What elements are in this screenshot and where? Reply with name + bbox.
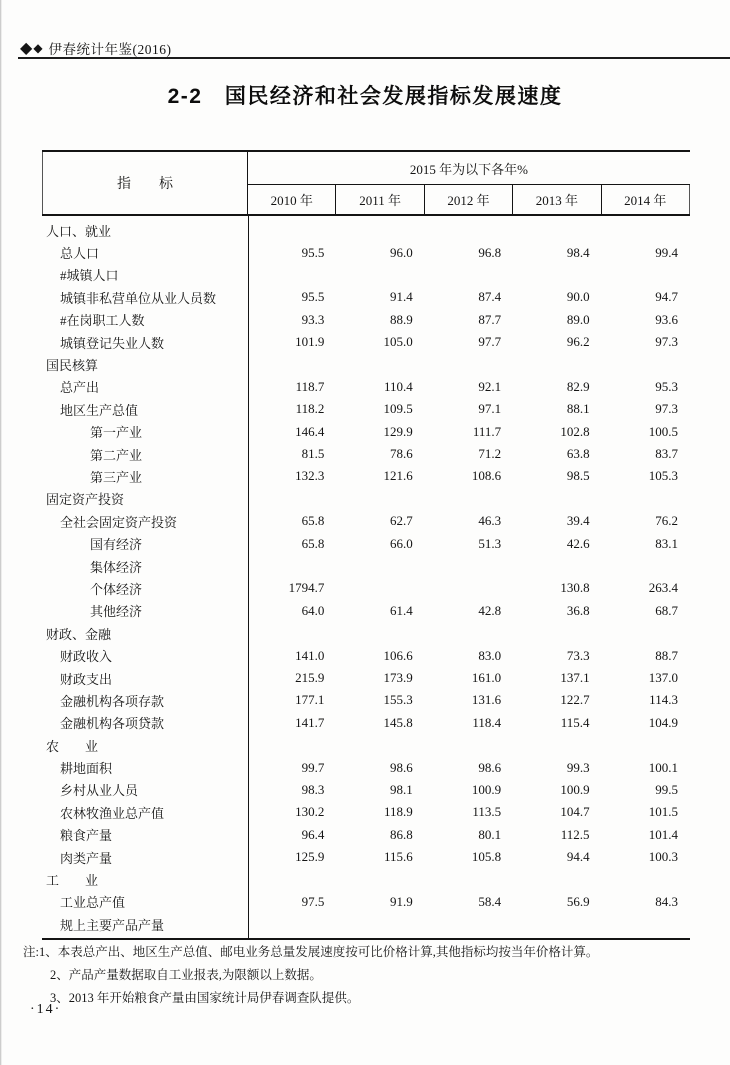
cell-value: 83.7 bbox=[655, 446, 678, 462]
cell-value: 88.1 bbox=[566, 401, 590, 417]
table-row bbox=[42, 488, 690, 510]
cell-value: 76.2 bbox=[655, 513, 678, 529]
scan-edge bbox=[0, 0, 2, 1065]
cell-value: 131.6 bbox=[471, 692, 502, 708]
cell-value: 110.4 bbox=[384, 378, 413, 394]
cell-value: 96.2 bbox=[566, 334, 590, 350]
table-row bbox=[42, 667, 690, 689]
row-label: 第三产业 bbox=[90, 469, 143, 485]
row-label: 集体经济 bbox=[90, 559, 143, 575]
cell-value: 73.3 bbox=[566, 647, 590, 663]
row-label: 工业总产值 bbox=[60, 895, 126, 911]
cell-value: 108.6 bbox=[471, 468, 502, 484]
cell-value: 95.3 bbox=[655, 378, 678, 394]
cell-value: 98.1 bbox=[390, 781, 413, 797]
table-row bbox=[42, 241, 690, 263]
table-row bbox=[42, 286, 690, 308]
table-row bbox=[42, 622, 690, 644]
cell-value: 100.5 bbox=[648, 423, 678, 439]
cell-value: 68.7 bbox=[655, 602, 678, 618]
masthead-rule bbox=[18, 57, 730, 59]
row-label: 总人口 bbox=[60, 246, 100, 262]
table-row bbox=[42, 510, 690, 532]
cell-value: 122.7 bbox=[560, 692, 590, 708]
diamond-icon: ◆ bbox=[20, 38, 33, 57]
table-row bbox=[42, 555, 690, 577]
row-label: 人口、就业 bbox=[46, 223, 112, 239]
cell-value: 130.2 bbox=[295, 804, 325, 820]
cell-value: 113.5 bbox=[472, 804, 502, 820]
cell-value: 36.8 bbox=[566, 602, 590, 618]
row-label: 第一产业 bbox=[90, 425, 143, 441]
table-row bbox=[42, 376, 690, 398]
cell-value: 173.9 bbox=[383, 670, 413, 685]
cell-value: 105.3 bbox=[648, 468, 678, 484]
yearbook-title: 伊春统计年鉴(2016) bbox=[48, 42, 172, 57]
row-label: 其他经济 bbox=[90, 604, 143, 620]
page-title: 2-2 国民经济和社会发展指标发展速度 bbox=[167, 85, 563, 108]
cell-value: 82.9 bbox=[566, 378, 590, 394]
cell-value: 88.7 bbox=[655, 647, 678, 663]
row-label: 个体经济 bbox=[90, 581, 143, 597]
cell-value: 130.8 bbox=[560, 580, 590, 596]
cell-value: 42.6 bbox=[566, 535, 590, 551]
year-column-header: 2011 年 bbox=[336, 185, 424, 214]
cell-value: 81.5 bbox=[301, 446, 325, 462]
table-row bbox=[42, 532, 690, 554]
cell-value: 97.1 bbox=[478, 401, 502, 417]
cell-value: 58.4 bbox=[478, 893, 502, 909]
row-label: 财政支出 bbox=[60, 671, 113, 687]
cell-value: 161.0 bbox=[471, 670, 502, 685]
cell-value: 97.3 bbox=[655, 401, 678, 417]
row-label: 总产出 bbox=[60, 380, 100, 396]
cell-value: 97.5 bbox=[301, 893, 325, 909]
year-column-header: 2012 年 bbox=[425, 185, 513, 214]
page-number: ·14· bbox=[30, 1002, 62, 1017]
cell-value: 105.8 bbox=[471, 849, 502, 865]
cell-value: 87.7 bbox=[478, 311, 502, 327]
cell-value: 109.5 bbox=[383, 401, 413, 417]
row-label: 国民核算 bbox=[46, 358, 99, 374]
cell-value: 98.4 bbox=[566, 244, 590, 260]
note-line: 注:1、本表总产出、地区生产总值、邮电业务总量发展速度按可比价格计算,其他指标均按当年价格计算。 bbox=[23, 945, 599, 959]
cell-value: 177.1 bbox=[295, 692, 325, 708]
cell-value: 88.9 bbox=[390, 311, 413, 327]
row-label: 耕地面积 bbox=[60, 761, 113, 777]
cell-value: 96.4 bbox=[301, 826, 325, 842]
table-row bbox=[42, 644, 690, 666]
cell-value: 91.4 bbox=[390, 289, 413, 305]
cell-value: 146.4 bbox=[295, 423, 325, 439]
cell-value: 94.7 bbox=[655, 289, 678, 305]
table-row bbox=[42, 913, 690, 935]
cell-value: 78.6 bbox=[390, 446, 413, 462]
cell-value: 118.2 bbox=[295, 401, 325, 417]
year-column-header: 2010 年 bbox=[248, 185, 336, 214]
cell-value: 141.7 bbox=[295, 714, 325, 730]
table-row bbox=[42, 398, 690, 420]
table-row bbox=[42, 331, 690, 353]
cell-value: 101.4 bbox=[648, 826, 678, 842]
table-row bbox=[42, 756, 690, 778]
cell-value: 137.1 bbox=[560, 670, 590, 685]
cell-value: 129.9 bbox=[383, 423, 413, 439]
cell-value: 112.5 bbox=[560, 826, 590, 842]
cell-value: 105.0 bbox=[383, 334, 413, 350]
row-label: 农 业 bbox=[46, 738, 99, 754]
cell-value: 56.9 bbox=[566, 893, 590, 909]
cell-value: 118.7 bbox=[295, 378, 325, 394]
indicator-column-header: 指 标 bbox=[42, 152, 248, 214]
cell-value: 99.5 bbox=[655, 781, 678, 797]
cell-value: 100.3 bbox=[648, 849, 678, 865]
cell-value: 106.6 bbox=[383, 647, 413, 663]
cell-value: 63.8 bbox=[566, 446, 590, 462]
cell-value: 100.1 bbox=[648, 759, 678, 775]
note-line: 3、2013 年开始粮食产量由国家统计局伊春调查队提供。 bbox=[50, 991, 360, 1005]
table-row bbox=[42, 689, 690, 711]
cell-value: 102.8 bbox=[560, 423, 590, 439]
cell-value: 101.9 bbox=[295, 334, 325, 350]
row-label: #城镇人口 bbox=[60, 268, 119, 284]
cell-value: 215.9 bbox=[295, 670, 325, 685]
table-row bbox=[42, 824, 690, 846]
cell-value: 104.9 bbox=[648, 714, 678, 730]
cell-value: 83.1 bbox=[655, 535, 678, 551]
table-row bbox=[42, 443, 690, 465]
row-label: 城镇非私营单位从业人员数 bbox=[60, 290, 217, 306]
cell-value: 1794.7 bbox=[288, 580, 325, 596]
table-row bbox=[42, 779, 690, 801]
cell-value: 98.3 bbox=[301, 781, 325, 797]
cell-value: 92.1 bbox=[478, 378, 502, 394]
cell-value: 137.0 bbox=[648, 670, 678, 685]
table-body bbox=[42, 216, 690, 940]
cell-value: 71.2 bbox=[478, 446, 502, 462]
table-row bbox=[42, 600, 690, 622]
masthead bbox=[20, 38, 172, 58]
table-row bbox=[42, 712, 690, 734]
diamond-icon: ◆ bbox=[33, 41, 43, 55]
cell-value: 91.9 bbox=[390, 893, 413, 909]
cell-value: 125.9 bbox=[295, 849, 325, 865]
table-notes bbox=[23, 941, 715, 1010]
row-label: 金融机构各项贷款 bbox=[60, 716, 165, 732]
cell-value: 93.3 bbox=[301, 311, 325, 327]
cell-value: 84.3 bbox=[655, 893, 678, 909]
row-label: 国有经济 bbox=[90, 537, 143, 553]
statistics-table bbox=[42, 150, 690, 940]
cell-value: 80.1 bbox=[478, 826, 502, 842]
cell-value: 65.8 bbox=[301, 513, 325, 529]
cell-value: 118.9 bbox=[384, 804, 413, 820]
cell-value: 94.4 bbox=[566, 849, 590, 865]
row-label: 城镇登记失业人数 bbox=[60, 335, 165, 351]
cell-value: 115.6 bbox=[384, 849, 413, 865]
row-label: 金融机构各项存款 bbox=[60, 693, 165, 709]
cell-value: 62.7 bbox=[390, 513, 413, 529]
cell-value: 64.0 bbox=[301, 602, 325, 618]
cell-value: 141.0 bbox=[295, 647, 325, 663]
cell-value: 95.5 bbox=[301, 289, 325, 305]
cell-value: 111.7 bbox=[472, 423, 502, 439]
table-row bbox=[42, 868, 690, 890]
year-column-header: 2014 年 bbox=[602, 185, 690, 214]
cell-value: 118.4 bbox=[472, 714, 502, 730]
table-header bbox=[42, 150, 690, 216]
cell-value: 98.6 bbox=[390, 759, 413, 775]
cell-value: 99.7 bbox=[301, 759, 325, 775]
table-row bbox=[42, 353, 690, 375]
cell-value: 93.6 bbox=[655, 311, 678, 327]
row-label: 财政收入 bbox=[60, 649, 113, 665]
cell-value: 65.8 bbox=[301, 535, 325, 551]
row-label: 全社会固定资产投资 bbox=[60, 514, 178, 530]
cell-value: 115.4 bbox=[560, 714, 590, 730]
cell-value: 97.7 bbox=[478, 334, 502, 350]
cell-value: 98.5 bbox=[566, 468, 590, 484]
cell-value: 155.3 bbox=[383, 692, 413, 708]
cell-value: 132.3 bbox=[295, 468, 325, 484]
row-label: 地区生产总值 bbox=[60, 402, 139, 418]
cell-value: 61.4 bbox=[390, 602, 413, 618]
cell-value: 97.3 bbox=[655, 334, 678, 350]
row-label: 农林牧渔业总产值 bbox=[60, 805, 165, 821]
cell-value: 96.0 bbox=[390, 244, 413, 260]
table-row bbox=[42, 219, 690, 241]
table-row bbox=[42, 309, 690, 331]
row-label: 财政、金融 bbox=[46, 626, 112, 642]
table-row bbox=[42, 264, 690, 286]
cell-value: 86.8 bbox=[390, 826, 413, 842]
year-column-header: 2013 年 bbox=[513, 185, 601, 214]
cell-value: 145.8 bbox=[383, 714, 413, 730]
cell-value: 96.8 bbox=[478, 244, 502, 260]
cell-value: 51.3 bbox=[478, 535, 502, 551]
table-row bbox=[42, 465, 690, 487]
cell-value: 66.0 bbox=[390, 535, 413, 551]
cell-value: 263.4 bbox=[648, 580, 678, 596]
cell-value: 83.0 bbox=[478, 647, 502, 663]
table-row bbox=[42, 846, 690, 868]
cell-value: 121.6 bbox=[383, 468, 413, 484]
cell-value: 98.6 bbox=[478, 759, 502, 775]
table-row bbox=[42, 734, 690, 756]
table-row bbox=[42, 891, 690, 913]
row-label: 第二产业 bbox=[90, 447, 143, 463]
row-label: 工 业 bbox=[46, 873, 99, 889]
cell-value: 104.7 bbox=[560, 804, 590, 820]
cell-value: 100.9 bbox=[471, 781, 502, 797]
row-label: 规上主要产品产量 bbox=[60, 917, 165, 933]
cell-value: 39.4 bbox=[566, 513, 590, 529]
cell-value: 100.9 bbox=[560, 781, 590, 797]
cell-value: 42.8 bbox=[478, 602, 502, 618]
cell-value: 90.0 bbox=[566, 289, 590, 305]
cell-value: 87.4 bbox=[478, 289, 502, 305]
cell-value: 99.3 bbox=[566, 759, 590, 775]
cell-value: 95.5 bbox=[301, 244, 325, 260]
cell-value: 101.5 bbox=[648, 804, 678, 820]
row-label: 粮食产量 bbox=[60, 828, 113, 844]
cell-value: 46.3 bbox=[478, 513, 502, 529]
row-label: 肉类产量 bbox=[60, 850, 113, 866]
note-line: 2、产品产量数据取自工业报表,为限额以上数据。 bbox=[50, 968, 322, 982]
table-row bbox=[42, 577, 690, 599]
row-label: 乡村从业人员 bbox=[60, 783, 139, 799]
cell-value: 89.0 bbox=[566, 311, 590, 327]
cell-value: 99.4 bbox=[655, 244, 678, 260]
cell-value: 114.3 bbox=[649, 692, 678, 708]
span-column-header: 2015 年为以下各年% bbox=[248, 152, 690, 185]
row-label: 固定资产投资 bbox=[46, 492, 125, 508]
table-row bbox=[42, 421, 690, 443]
table-row bbox=[42, 801, 690, 823]
row-label: #在岗职工人数 bbox=[60, 313, 145, 329]
